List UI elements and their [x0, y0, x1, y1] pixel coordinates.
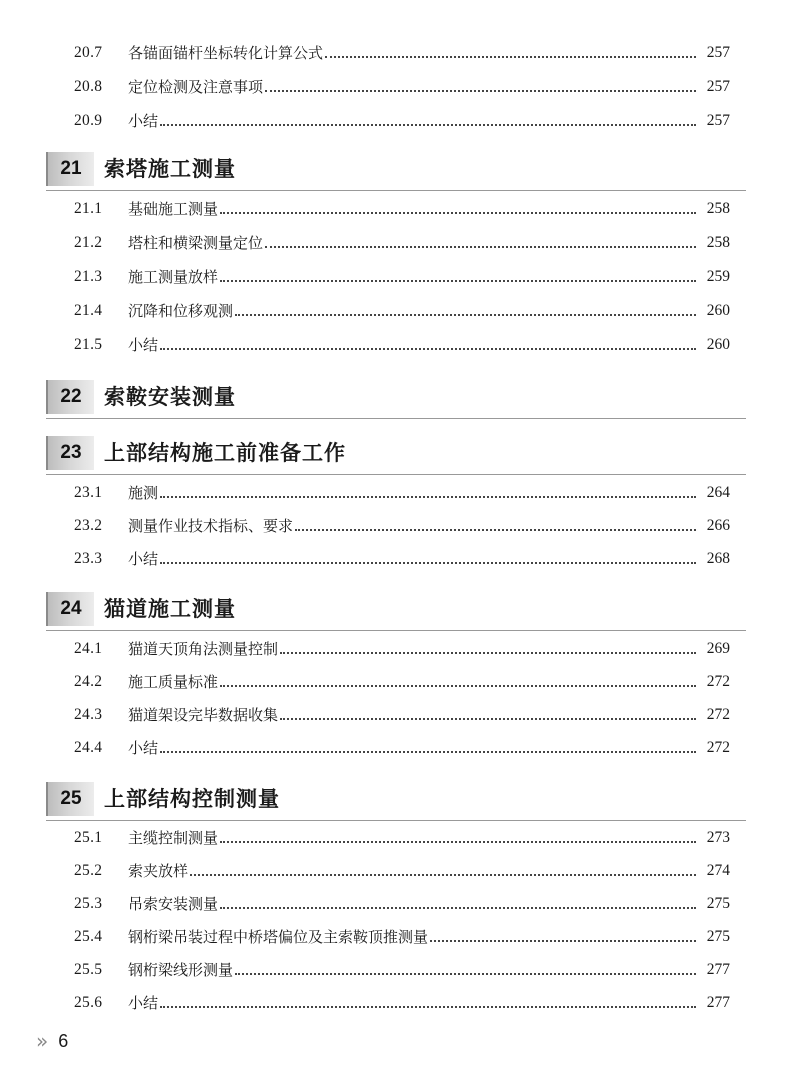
- chapter-title: 索鞍安装测量: [104, 385, 236, 409]
- section-title: 吊索安装测量: [128, 895, 219, 913]
- chapter-title: 猫道施工测量: [104, 597, 236, 621]
- page-ref: 272: [706, 673, 730, 690]
- page-ref: 257: [706, 112, 730, 129]
- section-title: 索夹放样: [128, 862, 189, 880]
- dot-leader: [325, 55, 696, 58]
- section-number: 20.8: [74, 78, 103, 95]
- section-number: 23.1: [74, 484, 103, 501]
- page-ref: 273: [706, 829, 730, 846]
- page-ref: 272: [706, 739, 730, 756]
- section-number: 21.1: [74, 200, 103, 217]
- page-ref: 264: [706, 484, 730, 501]
- dot-leader: [190, 873, 696, 876]
- section-title: 猫道架设完毕数据收集: [128, 706, 279, 724]
- dot-leader: [295, 528, 696, 531]
- chapter-title: 索塔施工测量: [104, 157, 236, 181]
- section-number: 20.9: [74, 112, 103, 129]
- chapter-heading[interactable]: [46, 152, 746, 192]
- section-number: 25.6: [74, 994, 103, 1011]
- chapter-title: 上部结构控制测量: [104, 787, 280, 811]
- section-title: 小结: [128, 994, 159, 1012]
- chapter-number: 24: [46, 592, 94, 626]
- section-number: 24.4: [74, 739, 103, 756]
- chapter-heading[interactable]: [46, 592, 746, 632]
- dot-leader: [160, 750, 696, 753]
- dot-leader: [280, 651, 696, 654]
- toc-entry[interactable]: [74, 891, 730, 913]
- chapter-heading[interactable]: [46, 436, 746, 476]
- dot-leader: [160, 347, 696, 350]
- dot-leader: [160, 495, 696, 498]
- dot-leader: [280, 717, 696, 720]
- toc-entry[interactable]: [74, 636, 730, 658]
- toc-entry[interactable]: [74, 332, 730, 354]
- toc-entry[interactable]: [74, 735, 730, 757]
- section-title: 基础施工测量: [128, 200, 219, 218]
- chapter-number: 25: [46, 782, 94, 816]
- section-number: 24.2: [74, 673, 103, 690]
- section-title: 沉降和位移观测: [128, 302, 234, 320]
- toc-entry[interactable]: [74, 669, 730, 691]
- toc-entry[interactable]: [74, 480, 730, 502]
- section-title: 小结: [128, 550, 159, 568]
- dot-leader: [220, 279, 696, 282]
- dot-leader: [220, 211, 696, 214]
- dot-leader: [160, 123, 696, 126]
- toc-entry[interactable]: [74, 924, 730, 946]
- chapter-title: 上部结构施工前准备工作: [104, 441, 346, 465]
- section-title: 小结: [128, 336, 159, 354]
- double-chevron-icon: »: [36, 1029, 49, 1053]
- toc-entry[interactable]: [74, 108, 730, 130]
- chapter-divider: [46, 418, 746, 419]
- toc-entry[interactable]: [74, 702, 730, 724]
- section-title: 塔柱和横梁测量定位: [128, 234, 264, 252]
- dot-leader: [220, 906, 696, 909]
- toc-entry[interactable]: [74, 858, 730, 880]
- chapter-divider: [46, 474, 746, 475]
- chapter-number: 23: [46, 436, 94, 470]
- page-footer: [36, 1028, 68, 1054]
- section-number: 25.3: [74, 895, 103, 912]
- dot-leader: [220, 840, 696, 843]
- toc-entry[interactable]: [74, 40, 730, 62]
- section-title: 定位检测及注意事项: [128, 78, 264, 96]
- section-number: 25.2: [74, 862, 103, 879]
- section-number: 24.3: [74, 706, 103, 723]
- dot-leader: [235, 972, 696, 975]
- toc-entry[interactable]: [74, 196, 730, 218]
- section-number: 21.3: [74, 268, 103, 285]
- section-title: 施工测量放样: [128, 268, 219, 286]
- chapter-heading[interactable]: [46, 380, 746, 420]
- chapter-divider: [46, 820, 746, 821]
- dot-leader: [430, 939, 696, 942]
- section-number: 24.1: [74, 640, 103, 657]
- section-title: 钢桁梁吊装过程中桥塔偏位及主索鞍顶推测量: [128, 928, 429, 946]
- section-title: 施测: [128, 484, 159, 502]
- section-title: 各锚面锚杆坐标转化计算公式: [128, 44, 324, 62]
- page-ref: 258: [706, 234, 730, 251]
- dot-leader: [160, 1005, 696, 1008]
- page-ref: 277: [706, 961, 730, 978]
- section-number: 25.5: [74, 961, 103, 978]
- chapter-number: 22: [46, 380, 94, 414]
- page-ref: 259: [706, 268, 730, 285]
- page-ref: 268: [706, 550, 730, 567]
- dot-leader: [265, 89, 696, 92]
- page-ref: 266: [706, 517, 730, 534]
- toc-entry[interactable]: [74, 513, 730, 535]
- page-ref: 275: [706, 895, 730, 912]
- toc-entry[interactable]: [74, 74, 730, 96]
- page-ref: 275: [706, 928, 730, 945]
- section-title: 测量作业技术指标、要求: [128, 517, 294, 535]
- page-ref: 274: [706, 862, 730, 879]
- chapter-heading[interactable]: [46, 782, 746, 822]
- toc-entry[interactable]: [74, 230, 730, 252]
- dot-leader: [160, 561, 696, 564]
- toc-entry[interactable]: [74, 264, 730, 286]
- section-number: 25.1: [74, 829, 103, 846]
- page-ref: 269: [706, 640, 730, 657]
- section-number: 21.5: [74, 336, 103, 353]
- section-number: 23.3: [74, 550, 103, 567]
- section-title: 小结: [128, 739, 159, 757]
- section-number: 25.4: [74, 928, 103, 945]
- toc-entry[interactable]: [74, 990, 730, 1012]
- section-title: 猫道天顶角法测量控制: [128, 640, 279, 658]
- page-ref: 277: [706, 994, 730, 1011]
- section-number: 20.7: [74, 44, 103, 61]
- section-title: 主缆控制测量: [128, 829, 219, 847]
- section-title: 小结: [128, 112, 159, 130]
- section-number: 23.2: [74, 517, 103, 534]
- chapter-divider: [46, 190, 746, 191]
- toc-entry[interactable]: [74, 546, 730, 568]
- section-title: 施工质量标准: [128, 673, 219, 691]
- toc-entry[interactable]: [74, 957, 730, 979]
- section-number: 21.2: [74, 234, 103, 251]
- section-title: 钢桁梁线形测量: [128, 961, 234, 979]
- page-ref: 257: [706, 44, 730, 61]
- toc-entry[interactable]: [74, 298, 730, 320]
- chapter-number: 21: [46, 152, 94, 186]
- page-ref: 258: [706, 200, 730, 217]
- page-number: 6: [58, 1030, 69, 1051]
- toc-entry[interactable]: [74, 825, 730, 847]
- chapter-divider: [46, 630, 746, 631]
- dot-leader: [220, 684, 696, 687]
- page-ref: 272: [706, 706, 730, 723]
- section-number: 21.4: [74, 302, 103, 319]
- dot-leader: [265, 245, 696, 248]
- page-ref: 260: [706, 302, 730, 319]
- dot-leader: [235, 313, 696, 316]
- page-ref: 257: [706, 78, 730, 95]
- page-ref: 260: [706, 336, 730, 353]
